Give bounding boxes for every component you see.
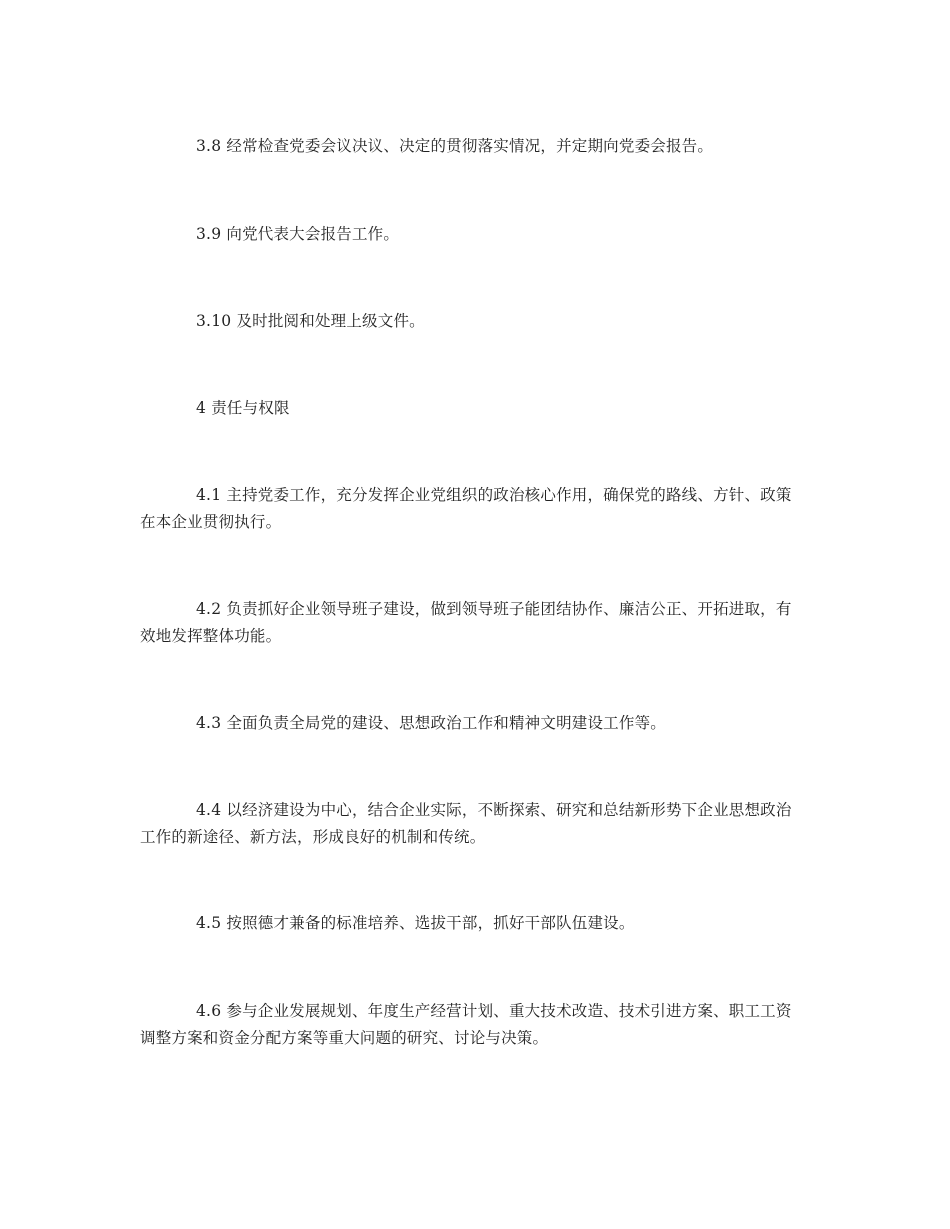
paragraph-3-9: 3.9 向党代表大会报告工作。 <box>196 225 400 243</box>
section-heading-4: 4 责任与权限 <box>196 399 290 417</box>
paragraph-3-8: 3.8 经常检查党委会议决议、决定的贯彻落实情况，并定期向党委会报告。 <box>196 137 714 155</box>
paragraph-4-5: 4.5 按照德才兼备的标准培养、选拔干部，抓好干部队伍建设。 <box>196 914 635 932</box>
paragraph-4-6: 4.6 参与企业发展规划、年度生产经营计划、重大技术改造、技术引进方案、职工工资调整方案和资金分配方案等重大问题的研究、讨论与决策。 <box>140 1002 792 1047</box>
paragraph-4-3: 4.3 全面负责全局党的建设、思想政治工作和精神文明建设工作等。 <box>196 714 666 732</box>
paragraph-3-10: 3.10 及时批阅和处理上级文件。 <box>196 312 425 330</box>
paragraph-4-2: 4.2 负责抓好企业领导班子建设，做到领导班子能团结协作、廉洁公正、开拓进取，有效地发挥整体功能。 <box>140 600 792 645</box>
paragraph-4-4: 4.4 以经济建设为中心，结合企业实际，不断探索、研究和总结新形势下企业思想政治工作的新途径、新方法，形成良好的机制和传统。 <box>140 801 792 846</box>
paragraph-4-1: 4.1 主持党委工作，充分发挥企业党组织的政治核心作用，确保党的路线、方针、政策在本企业贯彻执行。 <box>140 486 792 531</box>
